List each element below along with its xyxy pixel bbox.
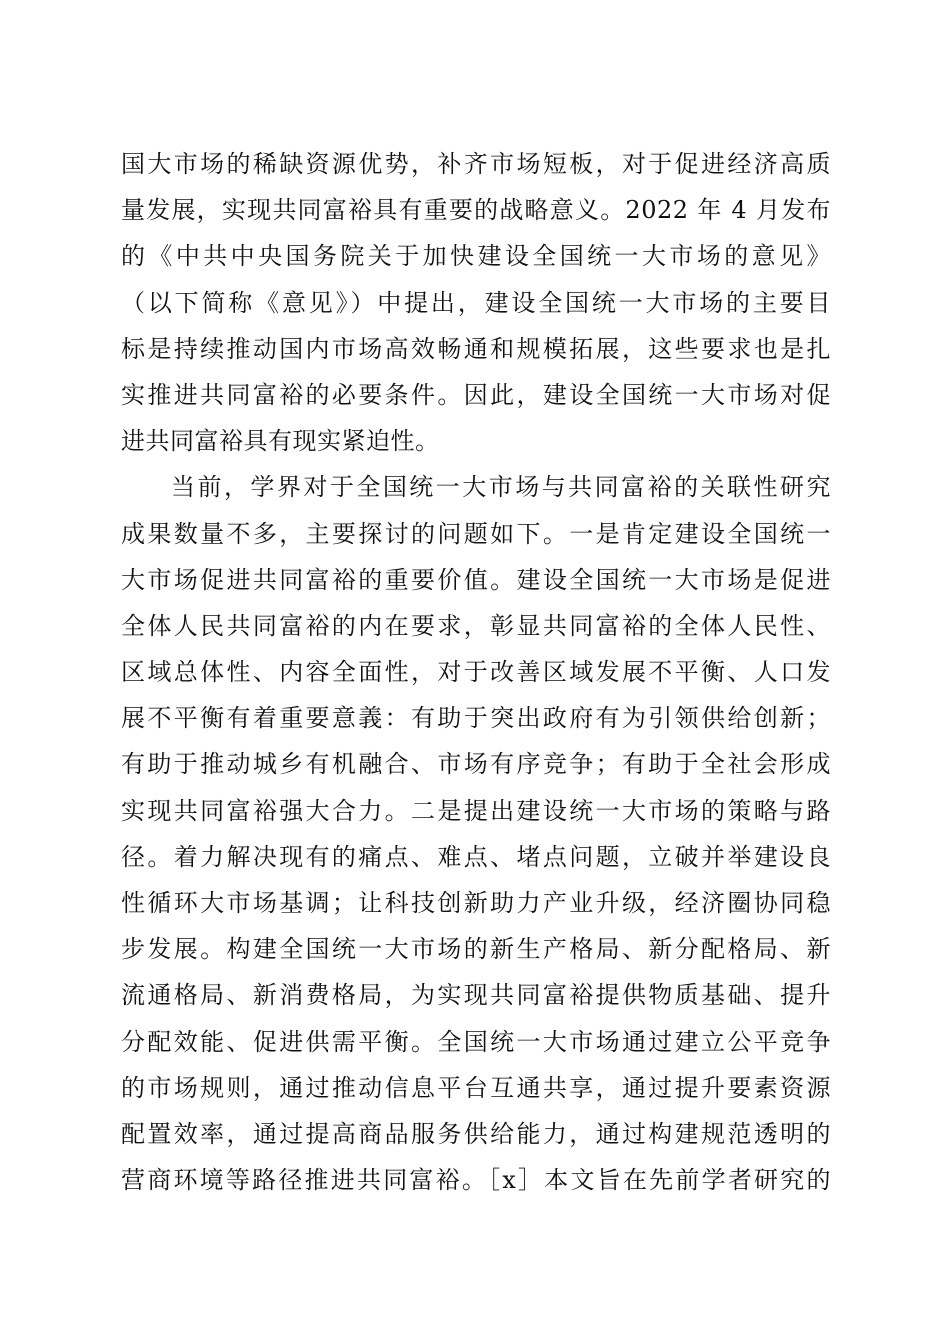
paragraph-2 [121,464,831,1203]
text-line: 大市场促进共同富裕的重要价值。建设全国统一大市场是促进 [121,565,831,594]
text-line: （以下简称《意见》）中提出，建设全国统一大市场的主要目 [121,288,831,317]
text-line: 当前，学界对于全国统一大市场与共同富裕的关联性研究 [171,473,831,502]
text-line: 的《中共中央国务院关于加快建设全国统一大市场的意见》 [121,242,831,271]
text-line: 性循环大市场基调；让科技创新助力产业升级，经济圈协同稳 [121,889,831,917]
text-line: 进共同富裕具有现实紧迫性。 [121,427,440,456]
text-line: 径。着力解决现有的痛点、难点、堵点问题，立破并举建设良 [121,842,831,871]
text-line: 成果数量不多，主要探讨的问题如下。一是肯定建设全国统一 [121,519,831,548]
text-line: 流通格局、新消费格局，为实现共同富裕提供物质基础、提升 [121,981,831,1010]
text-line: 全体人民共同富裕的内在要求，彰显共同富裕的全体人民性、 [121,611,831,640]
text-line: 营商环境等路径推进共同富裕。［x］本文旨在先前学者研究的 [121,1166,831,1195]
text-line: 的市场规则，通过推动信息平台互通共享，通过提升要素资源 [121,1073,831,1102]
text-line: 有助于推动城乡有机融合、市场有序竞争；有助于全社会形成 [121,750,831,779]
text-line: 国大市场的稀缺资源优势，补齐市场短板，对于促进经济高质 [121,150,831,178]
text-line: 分配效能、促进供需平衡。全国统一大市场通过建立公平竞争 [121,1027,831,1056]
text-line: 量发展，实现共同富裕具有重要的战略意义。2022 年 4 月发布 [121,196,831,225]
body-text [121,141,831,1203]
text-line: 区域总体性、内容全面性，对于改善区域发展不平衡、人口发 [121,658,831,687]
text-line: 实推进共同富裕的必要条件。因此，建设全国统一大市场对促 [121,380,831,409]
paragraph-1 [121,141,831,464]
text-line: 配置效率，通过提高商品服务供给能力，通过构建规范透明的 [121,1119,831,1148]
text-line: 实现共同富裕强大合力。二是提出建设统一大市场的策略与路 [121,796,831,825]
text-line: 标是持续推动国内市场高效畅通和规模拓展，这些要求也是扎 [121,334,831,363]
text-line: 步发展。构建全国统一大市场的新生产格局、新分配格局、新 [121,935,831,964]
text-line: 展不平衡有着重要意義：有助于突出政府有为引领供给创新； [121,704,831,733]
